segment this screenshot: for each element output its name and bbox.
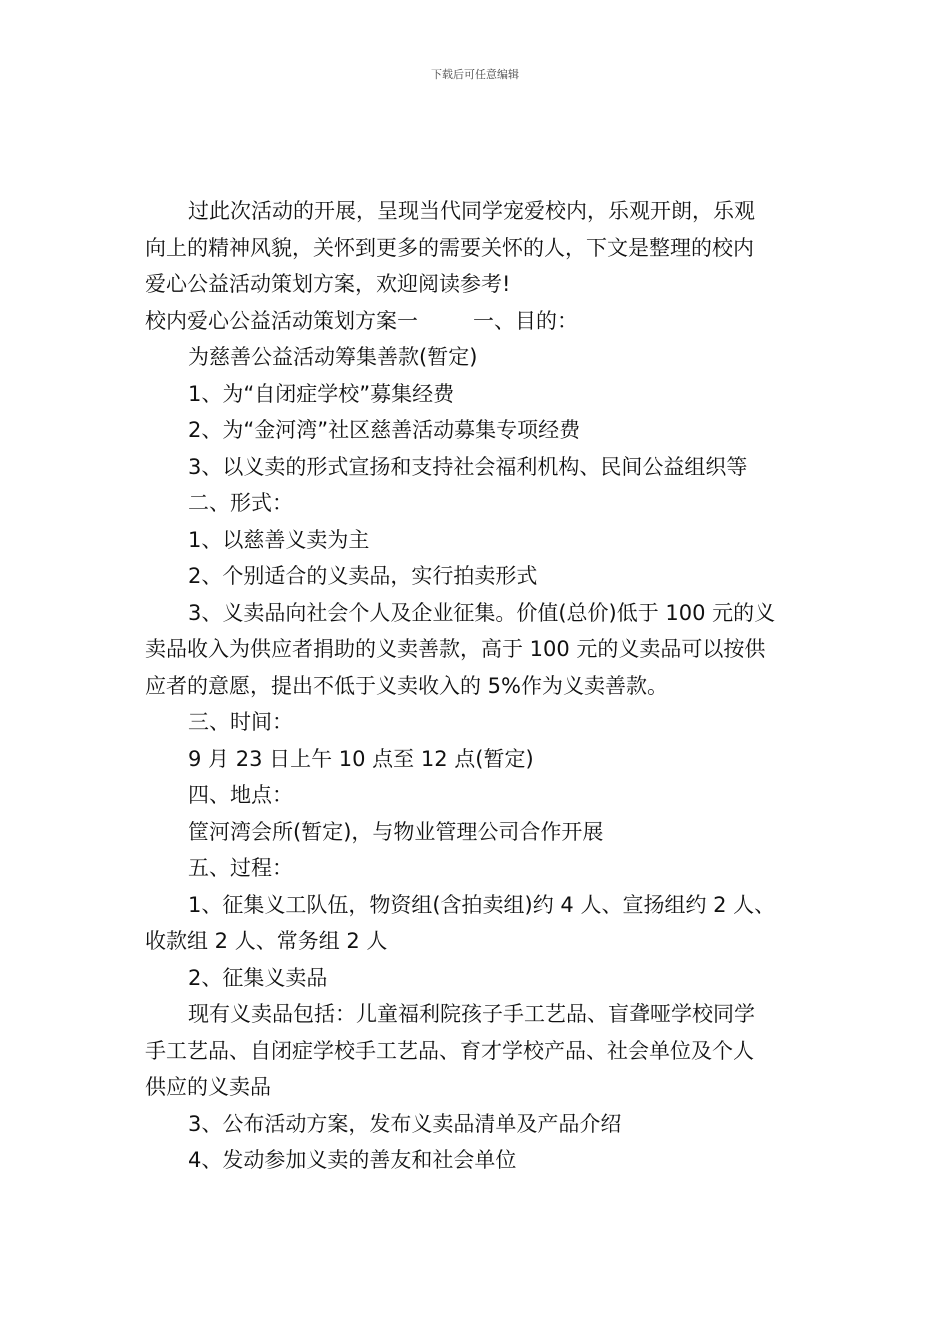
purpose-line: 为慈善公益活动筹集善款(暂定): [188, 345, 478, 369]
location-value: 筐河湾会所(暂定)，与物业管理公司合作开展: [188, 819, 604, 844]
intro-line-2: 向上的精神风貌，关怀到更多的需要关怀的人，下文是整理的校内: [145, 235, 754, 260]
section-heading-process: 五、过程：: [188, 856, 293, 880]
form-item-3-line-1: 3、义卖品向社会个人及企业征集。价值(总价)低于 100 元的义: [188, 600, 776, 625]
section-heading-location: 四、地点：: [188, 783, 293, 807]
form-item-3-line-2: 卖品收入为供应者捐助的义卖善款，高于 100 元的义卖品可以按供: [145, 637, 766, 661]
purpose-item-3: 3、以义卖的形式宣扬和支持社会福利机构、民间公益组织等: [188, 454, 748, 479]
document-body: [145, 193, 810, 1179]
intro-line-1: 过此次活动的开展，呈现当代同学宠爱校内，乐观开朗，乐观: [188, 199, 755, 223]
process-items-line-2: 手工艺品、自闭症学校手工艺品、育才学校产品、社会单位及个人: [145, 1038, 754, 1063]
intro-line-3: 爱心公益活动策划方案，欢迎阅读参考!: [145, 272, 511, 296]
section-heading-form: 二、形式：: [188, 491, 293, 515]
document-title-line: [145, 303, 810, 340]
process-item-4: 4、发动参加义卖的善友和社会单位: [188, 1148, 517, 1172]
section-heading-time: 三、时间：: [188, 710, 293, 734]
form-item-1: 1、以慈善义卖为主: [188, 527, 370, 552]
process-item-3: 3、公布活动方案，发布义卖品清单及产品介绍: [188, 1111, 622, 1136]
time-value: 9 月 23 日上午 10 点至 12 点(暂定): [188, 746, 534, 771]
section-heading-purpose: 一、目的：: [473, 308, 578, 333]
process-item-1-line-2: 收款组 2 人、常务组 2 人: [145, 929, 388, 953]
form-item-3-line-3: 应者的意愿，提出不低于义卖收入的 5%作为义卖善款。: [145, 673, 668, 698]
process-item-1-line-1: 1、征集义工队伍，物资组(含拍卖组)约 4 人、宣扬组约 2 人、: [188, 892, 776, 917]
page-header-note: 下载后可任意编辑: [431, 68, 519, 81]
purpose-item-1: 1、为“自闭症学校”募集经费: [188, 381, 455, 406]
form-item-2: 2、个别适合的义卖品，实行拍卖形式: [188, 564, 538, 588]
title-gap: [418, 303, 473, 340]
purpose-item-2: 2、为“金河湾”社区慈善活动募集专项经费: [188, 418, 581, 442]
document-title: 校内爱心公益活动策划方案一: [145, 308, 418, 333]
process-item-2: 2、征集义卖品: [188, 965, 328, 990]
process-items-line-1: 现有义卖品包括：儿童福利院孩子手工艺品、盲聋哑学校同学: [188, 1002, 755, 1026]
process-items-line-3: 供应的义卖品: [145, 1075, 271, 1099]
